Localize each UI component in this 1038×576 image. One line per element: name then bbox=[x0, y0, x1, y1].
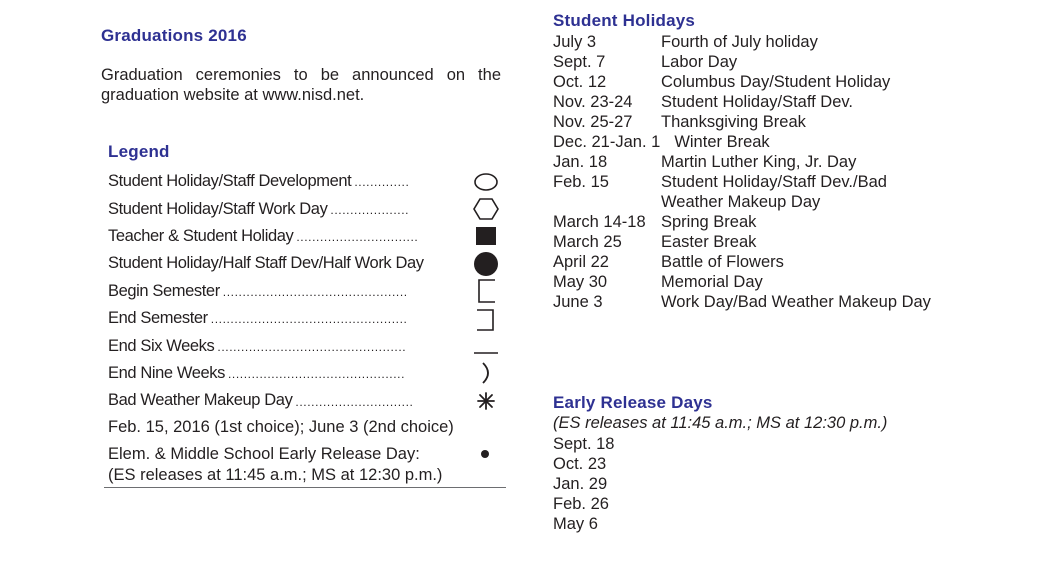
legend-label: Begin Semester bbox=[108, 281, 220, 300]
leader-dots: ............................................. bbox=[228, 367, 406, 382]
legend-label: Teacher & Student Holiday bbox=[108, 226, 294, 245]
leader-dots: .................................................. bbox=[210, 312, 408, 327]
legend-label: Bad Weather Makeup Day bbox=[108, 391, 293, 410]
legend-item bbox=[108, 278, 500, 305]
divider-line bbox=[104, 487, 506, 488]
student-holidays-heading: Student Holidays bbox=[553, 11, 696, 30]
legend-item bbox=[108, 223, 500, 250]
holiday-event: Battle of Flowers bbox=[661, 253, 784, 271]
student-holidays-list bbox=[553, 32, 931, 312]
legend-label: Student Holiday/Staff Development bbox=[108, 172, 352, 191]
holiday-row bbox=[553, 52, 931, 72]
legend-item bbox=[108, 387, 500, 414]
leader-dots: ................................................ bbox=[217, 339, 407, 354]
holiday-event: Student Holiday/Staff Dev. bbox=[661, 93, 853, 111]
holiday-row bbox=[553, 272, 931, 292]
hexagon-outline-icon bbox=[472, 196, 500, 222]
holiday-date: Nov. 23-24 bbox=[553, 93, 633, 111]
holiday-date: Dec. 21-Jan. 1 bbox=[553, 133, 661, 151]
makeup-choices-text: Feb. 15, 2016 (1st choice); June 3 (2nd choice) bbox=[108, 418, 454, 436]
end-bracket-icon bbox=[472, 306, 500, 332]
leader-dots: .............. bbox=[354, 175, 410, 190]
begin-bracket-icon bbox=[472, 278, 500, 304]
holiday-date: June 3 bbox=[553, 293, 603, 311]
holiday-event: Labor Day bbox=[661, 53, 738, 71]
early-release-label: Elem. & Middle School Early Release Day: bbox=[108, 445, 420, 463]
legend-item bbox=[108, 332, 500, 359]
small-dot-icon bbox=[480, 445, 490, 464]
holiday-row bbox=[553, 212, 931, 232]
holiday-date: March 14-18 bbox=[553, 213, 646, 231]
holiday-date: Sept. 7 bbox=[553, 53, 606, 71]
legend-label: Student Holiday/Half Staff Dev/Half Work Day bbox=[108, 254, 424, 273]
early-release-date: Oct. 23 bbox=[553, 455, 607, 473]
holiday-date bbox=[553, 192, 661, 212]
holiday-event: Fourth of July holiday bbox=[661, 33, 818, 51]
holiday-event: Spring Break bbox=[661, 213, 757, 231]
leader-dots: ............................... bbox=[296, 230, 419, 245]
holiday-date: April 22 bbox=[553, 253, 609, 271]
holiday-date: July 3 bbox=[553, 33, 597, 51]
holiday-row bbox=[553, 32, 931, 52]
holiday-row bbox=[553, 232, 931, 252]
holiday-row bbox=[553, 172, 931, 192]
legend-item bbox=[108, 360, 500, 387]
early-release-date: Sept. 18 bbox=[553, 435, 615, 453]
legend-list bbox=[108, 168, 500, 415]
early-release-times: (ES releases at 11:45 a.m.; MS at 12:30 p.m.) bbox=[108, 466, 443, 484]
filled-circle-icon bbox=[472, 251, 500, 277]
early-release-date: Jan. 29 bbox=[553, 475, 608, 493]
holiday-date: May 30 bbox=[553, 273, 608, 291]
holiday-row bbox=[553, 92, 931, 112]
legend-item bbox=[108, 305, 500, 332]
oval-outline-icon bbox=[472, 169, 500, 195]
legend-label: End Nine Weeks bbox=[108, 363, 225, 382]
early-release-legend-row bbox=[108, 445, 500, 464]
holiday-row bbox=[553, 252, 931, 272]
early-release-note: (ES releases at 11:45 a.m.; MS at 12:30 p.m.) bbox=[553, 414, 888, 432]
legend-item bbox=[108, 195, 500, 222]
holiday-event: Winter Break bbox=[674, 133, 770, 151]
right-paren-icon bbox=[472, 360, 500, 386]
holiday-date: Feb. 15 bbox=[553, 173, 609, 191]
holiday-event: Student Holiday/Staff Dev./Bad bbox=[661, 173, 887, 191]
early-release-date: Feb. 26 bbox=[553, 495, 609, 513]
holiday-date: March 25 bbox=[553, 233, 622, 251]
holiday-event: Columbus Day/Student Holiday bbox=[661, 73, 891, 91]
holiday-event: Memorial Day bbox=[661, 273, 763, 291]
asterisk-star-icon bbox=[472, 388, 500, 414]
holiday-row bbox=[553, 192, 931, 212]
holiday-date: Oct. 12 bbox=[553, 73, 607, 91]
legend-label: End Semester bbox=[108, 309, 208, 328]
underline-bar-icon bbox=[472, 333, 500, 359]
graduations-heading: Graduations 2016 bbox=[101, 26, 247, 45]
holiday-date: Jan. 18 bbox=[553, 153, 608, 171]
holiday-event: Thanksgiving Break bbox=[661, 113, 806, 131]
filled-square-icon bbox=[472, 223, 500, 249]
holiday-event: Easter Break bbox=[661, 233, 757, 251]
holiday-row bbox=[553, 132, 931, 152]
holiday-row bbox=[553, 152, 931, 172]
holiday-row bbox=[553, 72, 931, 92]
legend-label: End Six Weeks bbox=[108, 336, 215, 355]
holiday-event: Martin Luther King, Jr. Day bbox=[661, 153, 857, 171]
leader-dots: .................... bbox=[330, 202, 410, 217]
leader-dots: .............................. bbox=[295, 394, 414, 409]
holiday-date: Nov. 25-27 bbox=[553, 113, 633, 131]
early-release-date: May 6 bbox=[553, 515, 598, 533]
holiday-row bbox=[553, 292, 931, 312]
holiday-row bbox=[553, 112, 931, 132]
holiday-event: Weather Makeup Day bbox=[661, 193, 821, 211]
legend-item bbox=[108, 168, 500, 195]
legend-heading: Legend bbox=[108, 142, 170, 161]
leader-dots: ............................................... bbox=[222, 284, 408, 299]
legend-label: Student Holiday/Staff Work Day bbox=[108, 199, 328, 218]
early-release-dates bbox=[553, 434, 614, 534]
graduations-text: Graduation ceremonies to be announced on the graduation website at www.nisd.net. bbox=[101, 66, 501, 104]
legend-item bbox=[108, 250, 500, 277]
early-release-heading: Early Release Days bbox=[553, 393, 713, 412]
holiday-event: Work Day/Bad Weather Makeup Day bbox=[661, 293, 931, 311]
